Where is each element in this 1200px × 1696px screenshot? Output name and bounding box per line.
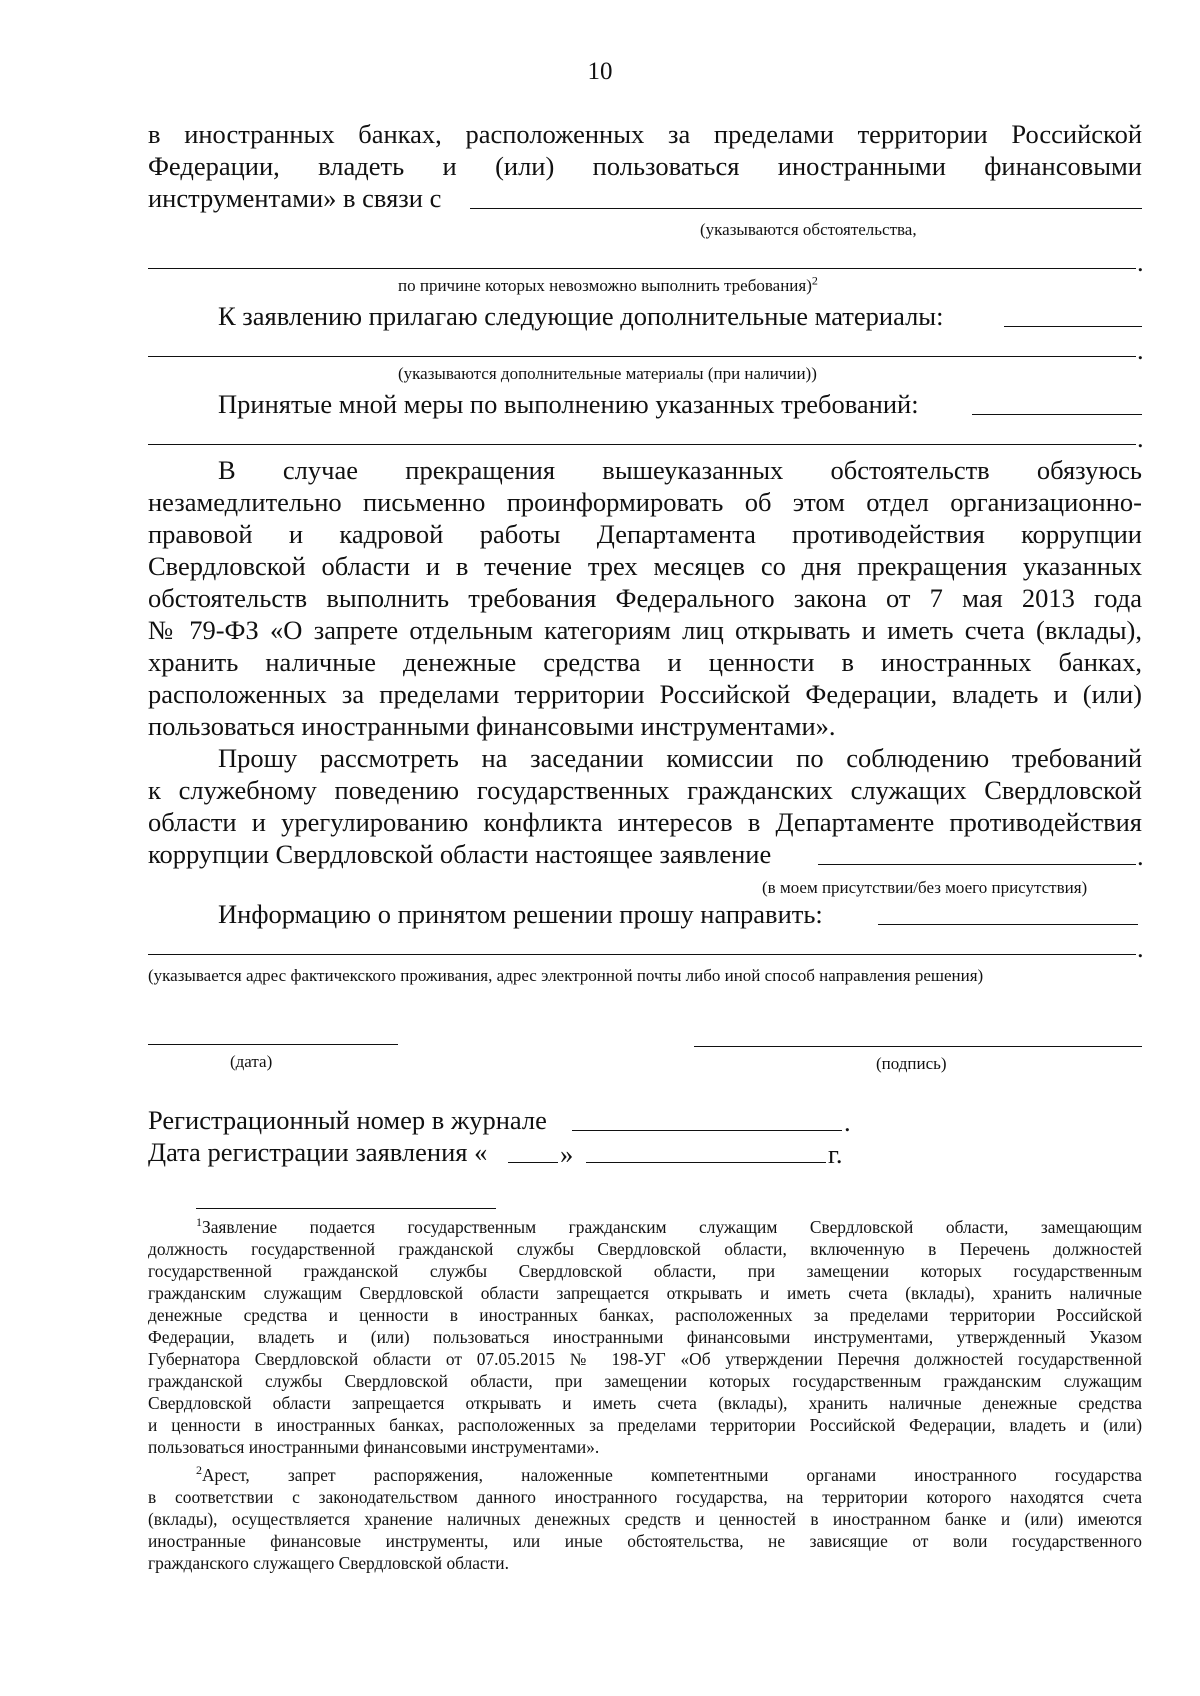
request-line: области и урегулированию конфликта интересов в Департаменте противодействия: [148, 807, 1142, 837]
footnote-1-line: и ценности в иностранных банках, расположенных за пределами территории Российской Федерации, владеть и (или): [148, 1415, 1142, 1435]
page-number: 10: [587, 58, 613, 85]
registration-number-label: Регистрационный номер в журнале: [148, 1105, 547, 1135]
measures-field-2[interactable]: [148, 444, 1136, 445]
obligation-line: пользоваться иностранными финансовыми инструментами».: [148, 711, 836, 741]
footnote-1-line: гражданским служащим Свердловской области запрещается открывать и иметь счета (вклады), хранить наличные: [148, 1283, 1142, 1303]
period-mark: .: [1137, 423, 1144, 453]
date-caption: (дата): [230, 1052, 273, 1071]
request-line: Прошу рассмотреть на заседании комиссии по соблюдению требований: [218, 743, 1142, 773]
period-mark: .: [1137, 247, 1144, 277]
obligation-line: № 79-ФЗ «О запрете отдельным категориям лиц открывать и иметь счета (вклады),: [148, 615, 1142, 645]
registration-date-label: Дата регистрации заявления «: [148, 1137, 488, 1167]
registration-date-mid: »: [560, 1139, 574, 1169]
footnote-1-line: денежные средства и ценности в иностранных банках, расположенных за пределами территории Российской: [148, 1305, 1142, 1325]
request-line: [148, 838, 1142, 870]
period-mark: .: [1137, 841, 1144, 871]
registration-number-field[interactable]: [572, 1130, 842, 1131]
footnote-1-line: должность государственной гражданской службы Свердловской области, включенную в Перечень должностей: [148, 1239, 1142, 1259]
footnote-1-line: Губернатора Свердловской области от 07.05.2015 № 198-УГ «Об утверждении Перечня должностей государственной: [148, 1349, 1142, 1369]
footnote-1-line: гражданской службы Свердловской области, при замещении которых государственным гражданским служащим: [148, 1371, 1142, 1391]
request-line: к служебному поведению государственных гражданских служащих Свердловской: [148, 775, 1142, 805]
footnote-1-line: пользоваться иностранными финансовыми инструментами».: [148, 1437, 600, 1457]
footnote-separator: [196, 1208, 496, 1209]
intro-line-2: Федерации, владеть и (или) пользоваться иностранными финансовыми: [148, 151, 1142, 181]
registration-number-line: [148, 1104, 1142, 1136]
footnote-ref-2: 2: [811, 273, 818, 288]
measures-field-1[interactable]: [972, 414, 1142, 415]
footnote-2-line: в соответствии с законодательством данного иностранного государства, на территории которого находятся счета: [148, 1487, 1142, 1507]
obligation-line: Свердловской области и в течение трех месяцев со дня прекращения указанных: [148, 551, 1142, 581]
footnote-2-line: (вклады), осуществляется хранение наличных денежных средств и ценностей в иностранном банке и (или) имеются: [148, 1509, 1142, 1529]
registration-day-field[interactable]: [508, 1162, 558, 1163]
footnote-2-line: гражданского служащего Свердловской области.: [148, 1553, 509, 1573]
attachments-field-1[interactable]: [1004, 326, 1142, 327]
attachments-field-2[interactable]: [148, 356, 1136, 357]
footnote-2-line: $^2$Арест, запрет распоряжения, наложенные компетентными органами иностранного государства: [196, 1463, 1142, 1485]
measures-label: Принятые мной меры по выполнению указанных требований:: [218, 389, 919, 419]
attachments-caption: (указываются дополнительные материалы (при наличии)): [398, 364, 817, 383]
presence-caption: (в моем присутствии/без моего присутствия): [762, 878, 1088, 897]
obligation-line: хранить наличные денежные средства и ценности в иностранных банках,: [148, 647, 1142, 677]
footnote-1-line: государственной гражданской службы Свердловской области, при замещении которых государственным: [148, 1261, 1142, 1281]
signature-field[interactable]: [694, 1046, 1142, 1047]
circumstances-caption-2: по причине которых невозможно выполнить требования)$^2$: [398, 273, 818, 295]
circumstances-field-2[interactable]: [148, 268, 1136, 269]
date-field[interactable]: [148, 1044, 398, 1045]
presence-field[interactable]: [818, 864, 1136, 865]
obligation-line: правовой и кадровой работы Департамента противодействия коррупции: [148, 519, 1142, 549]
decision-field-1[interactable]: [878, 924, 1138, 925]
request-line-text: коррупции Свердловской области настоящее заявление: [148, 839, 772, 869]
circumstances-caption-1: (указываются обстоятельства,: [700, 220, 917, 239]
footnote-1-line: Свердловской области запрещается открывать и иметь счета (вклады), хранить наличные денежные средства: [148, 1393, 1142, 1413]
attachments-label-line: [218, 300, 1142, 332]
obligation-line: расположенных за пределами территории Российской Федерации, владеть и (или): [148, 679, 1142, 709]
decision-caption: (указывается адрес фактичекского проживания, адрес электронной почты либо иной способ направления решения): [148, 966, 984, 985]
footnote-2-line: иностранные финансовые инструменты, или иные обстоятельства, не зависящие от воли государственного: [148, 1531, 1142, 1551]
footnote-1-line: Федерации, владеть и (или) пользоваться иностранными финансовыми инструментами, утвержденный Указом: [148, 1327, 1142, 1347]
period-mark: .: [1137, 933, 1144, 963]
footnote-1-ref: 1: [196, 1215, 202, 1230]
obligation-line: обстоятельств выполнить требования Федерального закона от 7 мая 2013 года: [148, 583, 1142, 613]
intro-line-3: [148, 182, 1142, 214]
registration-date-line: [148, 1136, 1142, 1168]
measures-label-line: [218, 388, 1142, 420]
circumstances-field-1[interactable]: [470, 208, 1142, 209]
period-mark: .: [1137, 335, 1144, 365]
signature-caption: (подпись): [876, 1054, 947, 1073]
obligation-line: В случае прекращения вышеуказанных обстоятельств обязуюсь: [218, 455, 1142, 485]
attachments-label: К заявлению прилагаю следующие дополнительные материалы:: [218, 301, 944, 331]
footnote-2-ref: 2: [196, 1463, 202, 1478]
decision-label: Информацию о принятом решении прошу направить:: [218, 899, 823, 929]
registration-date-suffix: г.: [828, 1139, 843, 1169]
decision-field-2[interactable]: [148, 954, 1136, 955]
footnote-1-line: $^1$Заявление подается государственным гражданским служащим Свердловской области, замещающим: [196, 1215, 1142, 1237]
decision-label-line: [218, 898, 1142, 930]
registration-month-year-field[interactable]: [586, 1162, 826, 1163]
period-mark: .: [844, 1107, 851, 1137]
intro-line-3-text: инструментами» в связи с: [148, 183, 442, 213]
obligation-line: незамедлительно письменно проинформировать об этом отдел организационно-: [148, 487, 1142, 517]
intro-line-1: в иностранных банках, расположенных за пределами территории Российской: [148, 119, 1142, 149]
